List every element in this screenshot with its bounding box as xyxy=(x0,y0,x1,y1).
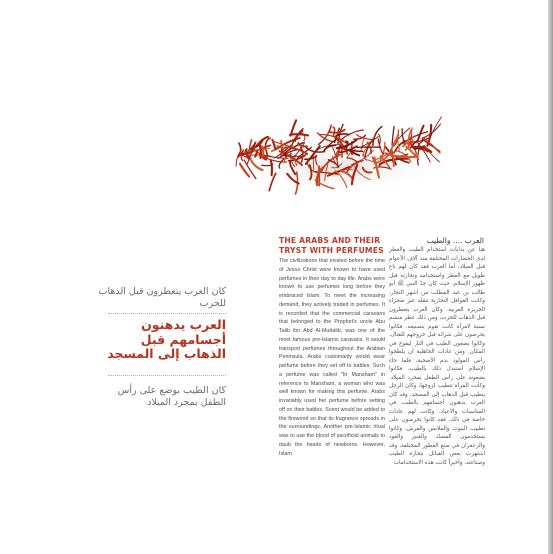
sidebar-top-caption: كان العرب يتعطرون قبل الذهاب للحرب xyxy=(98,286,226,309)
english-title: THE ARABS AND THEIR TRYST WITH PERFUMES xyxy=(279,236,384,255)
saffron-threads-image xyxy=(218,86,450,204)
arabic-title: العرب .... والطيب xyxy=(426,236,484,245)
sidebar-headline: العرب يدهنون أجسامهم قبل الذهاب إلى المسجد xyxy=(107,317,226,361)
saffron-thread xyxy=(271,161,272,176)
page-edge-shadow xyxy=(548,0,553,554)
sidebar-divider-bottom xyxy=(108,375,226,376)
english-body: The civilizations that existed before the time of Jesus Christ were known to have used perfumes in their day to day life. Arabs were known to use perfumes long before they embraced Islam. To meet the increasing demand, they actively traded in perfumes. It is recorded that the commercial caravans that belonged to the Prophet's uncle Abu Talib ibn Abd Al-Muttalib, was one of the most famous pre-Islamic caravans. It would transport perfumes throughout the Arabian Peninsula. Arabs customarily would wear perfume before they set off to battles. Such a perfume was called "Itr Mansham" in reference to Mansham, a woman who was well known for making this perfume. Arabs invariably used her perfume before setting off on their battles. Scent would be added to the firewood so that its fragrance spreads in the surroundings. Another pre-Islamic ritual was to use the blood of sacrificial animals to daub the heads of newborns. However, Islam xyxy=(279,258,385,457)
saffron-thread xyxy=(418,126,423,140)
sidebar-bottom-caption: كان الطيب يوضع على رأس الطفل بمجرد الميلاد xyxy=(117,385,226,408)
saffron-thread xyxy=(290,134,308,135)
sidebar-divider-top xyxy=(108,313,226,314)
saffron-photo xyxy=(218,86,450,204)
saffron-thread xyxy=(431,117,441,135)
saffron-thread xyxy=(392,127,394,145)
saffron-thread xyxy=(260,144,261,158)
arabic-body: هنا عن بدايات استخدام الطيب والعطر لدى الحضارات المختلفة منذ آلاف الأعوام قبل الميلاد، أما العرب فقد كان لهم باع طويل مع العطر واستخدامه وتجارته قبل ظهور الإسلام، حيث كان جدّ النبي ﷺ أبو طالب بن عبد المطلب من أشهر التجار، وكانت القوافل التجارية تنقله عبر صحراء الجزيرة العربية. وكان العرب يتعطرون قبل الذهاب للحرب، ومن ذلك عطر منشم نسبة لامرأة كانت تقوم بتصنيعه. فكانوا يحرصون على شرائه قبل خروجهم للقتال، وكانوا يضعون الطيب في النار ليفوح في المكان. ومن عادات الجاهلية أن يلطخوا رأس المولود بدم الأضحية، فلما جاء الإسلام استبدل ذلك بالطيب، فكانوا يضعونه على رأس الطفل بمجرد الميلاد. وكانت المرأة تتطيب لزوجها، وكان الرجل يتطيب قبل الذهاب إلى المسجد، وقد كان العرب يدهنون أجسامهم بالطيب في المناسبات والأعياد، وكانت لهم عادات خاصة في ذلك، فقد كانوا يحرصون على تطييب البيوت والملابس والفرش، وكانوا يستخدمون المسك والعنبر والعود والزعفران في صنع العطور المختلفة، وقد اشتهرت بعض القبائل بتجارة الطيب وصناعته، وأخيراً كانت هذه الاستخدامات xyxy=(389,247,485,466)
saffron-thread xyxy=(333,127,335,135)
saffron-thread xyxy=(329,130,345,133)
